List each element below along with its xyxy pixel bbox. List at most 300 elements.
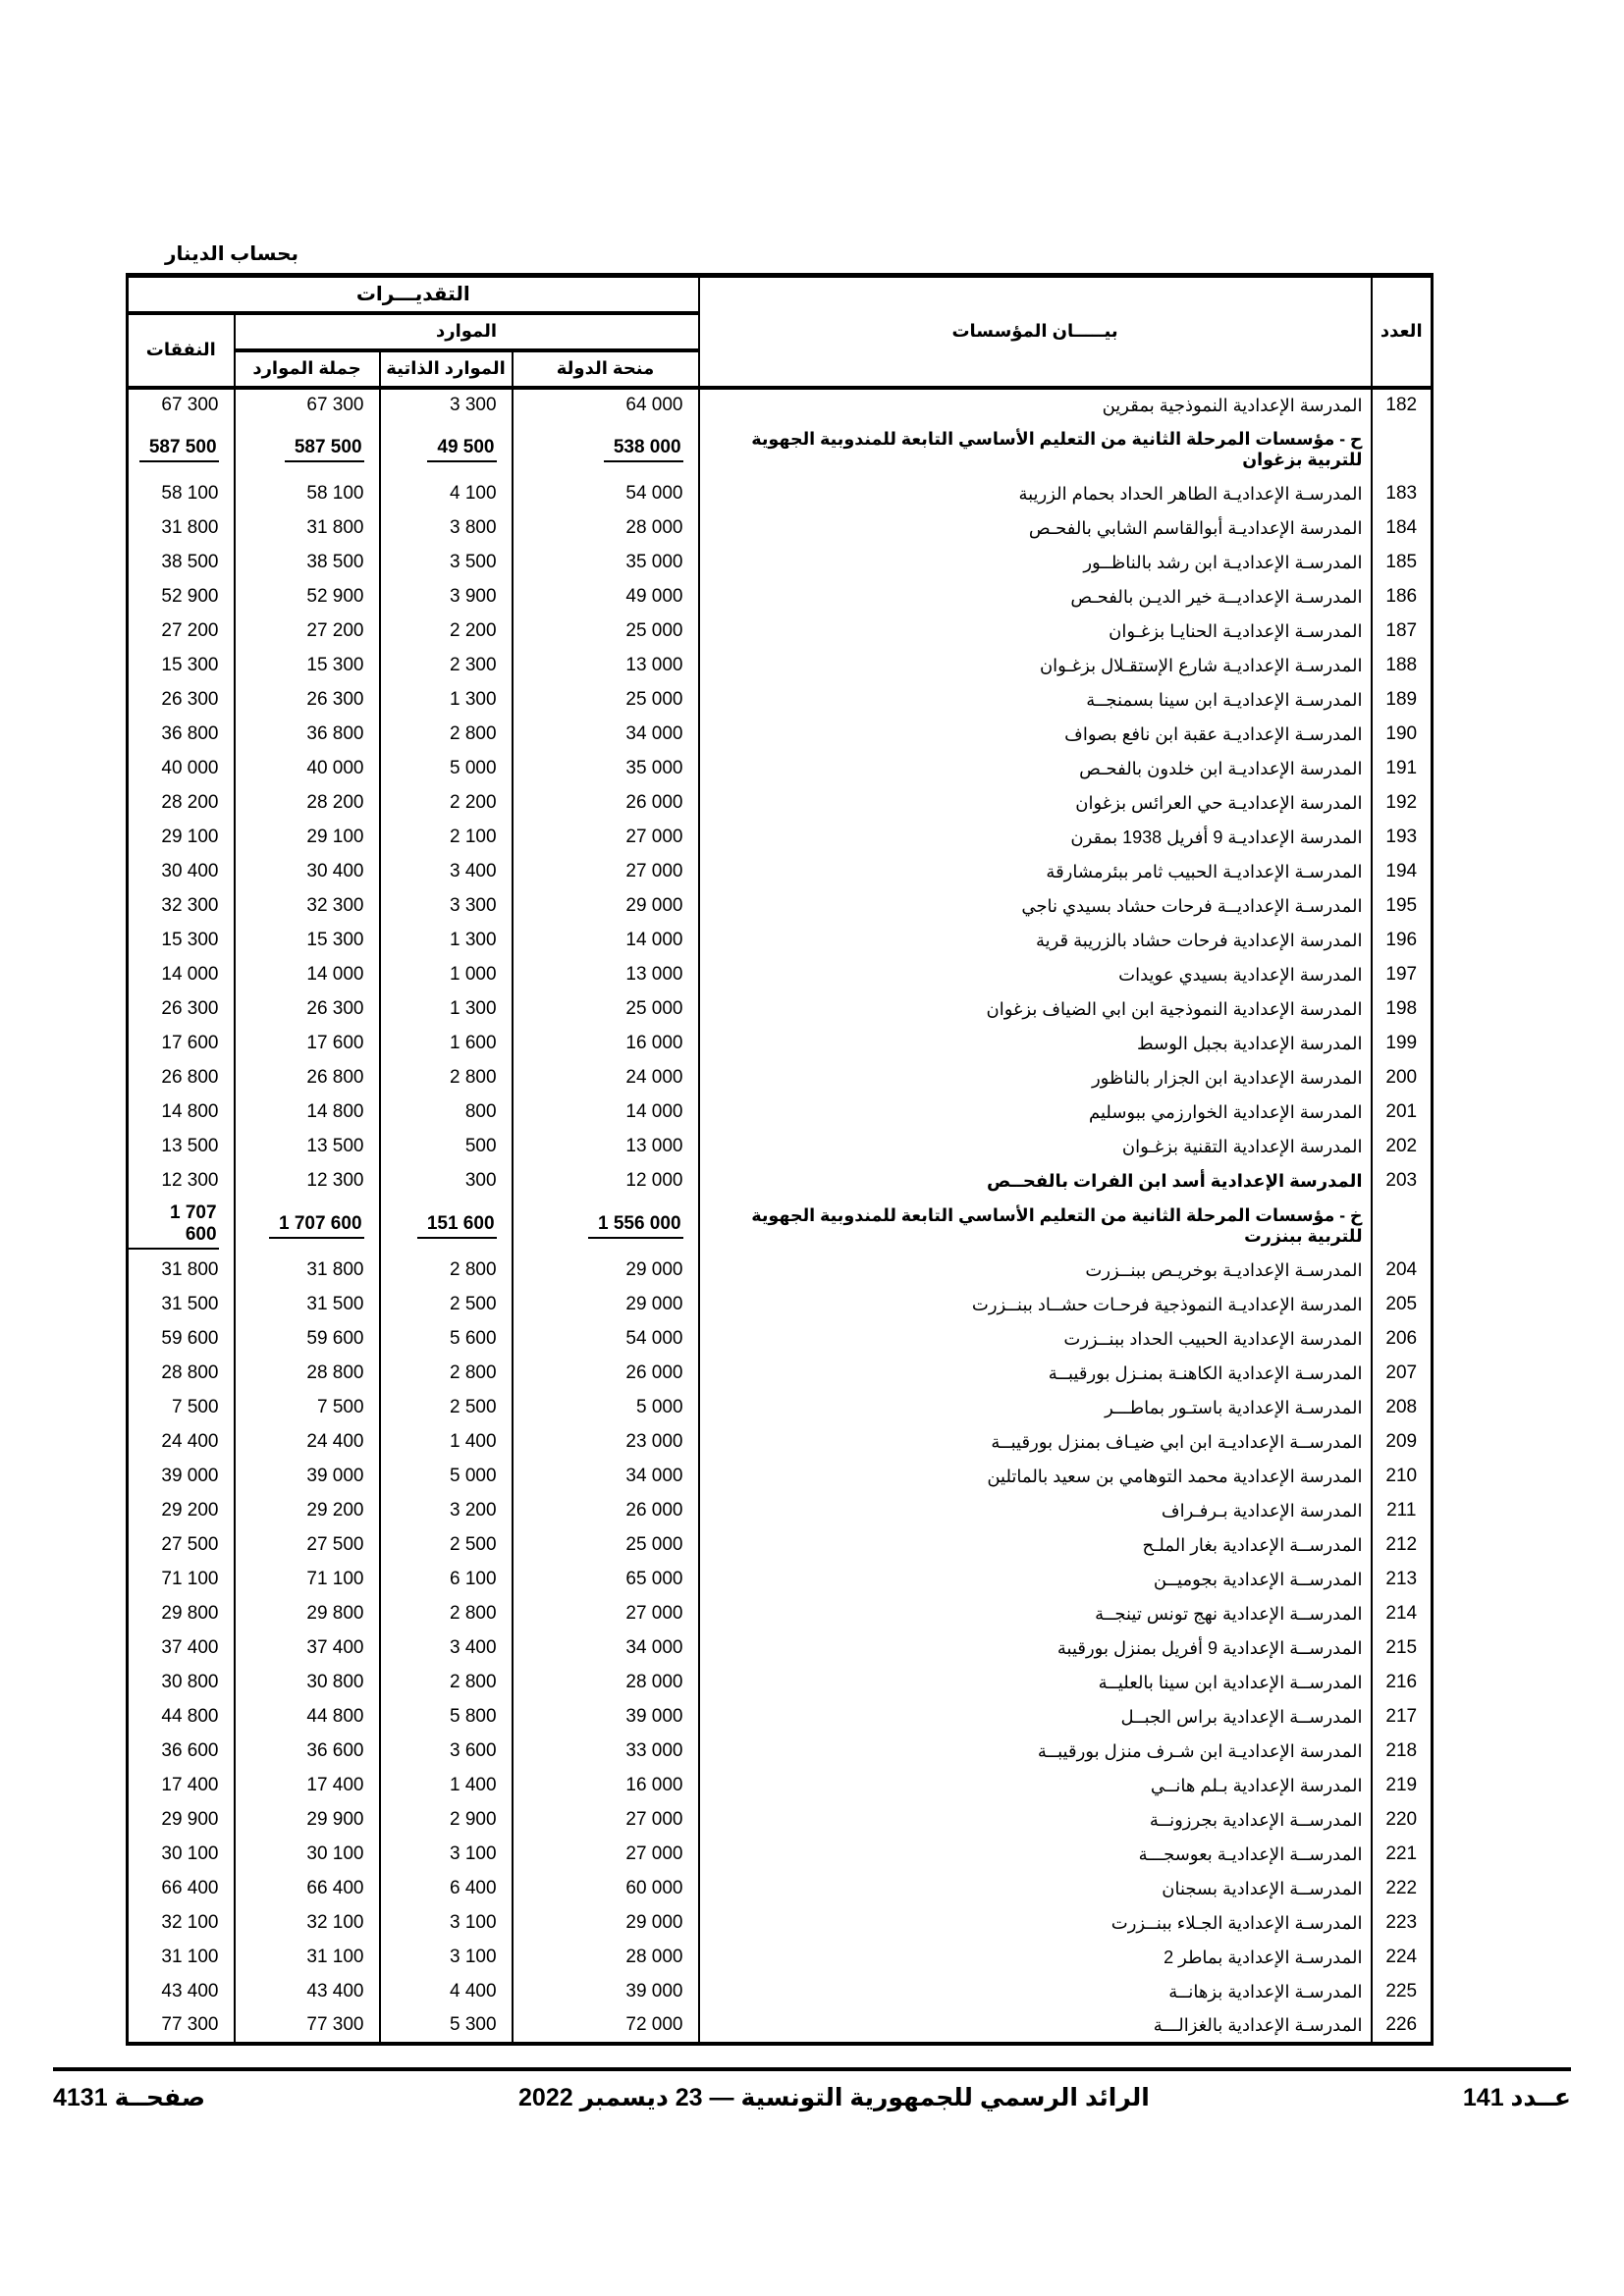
table-row [128,889,1433,924]
expenses-value: 40 000 [128,752,235,786]
currency-note: بحساب الدينار [165,243,299,265]
total-resources-value: 13 500 [235,1130,380,1164]
expenses-value: 29 800 [128,1597,235,1631]
expenses-value: 31 100 [128,1941,235,1975]
expenses-value: 52 900 [128,580,235,614]
total-resources-value: 7 500 [235,1391,380,1425]
total-resources-value: 12 300 [235,1164,380,1199]
own-resources-value: 1 600 [380,1027,513,1061]
table-row [128,1975,1433,2009]
section-total: 1 707 600 [269,1213,364,1239]
expenses-value: 12 300 [128,1164,235,1199]
total-resources-value: 28 800 [235,1357,380,1391]
row-number: 205 [1372,1288,1433,1322]
institution-name: المدرسة الإعدادية بـلم هانــي [699,1769,1372,1803]
institution-name: المدرسـة الإعداديــة فرحات حشاد بسيدي ناجي [699,889,1372,924]
table-row [128,2009,1433,2044]
own-resources-value: 500 [380,1130,513,1164]
total-resources-value: 27 500 [235,1528,380,1563]
institution-name: المدرسة الإعدادية النموذجية بمقرين [699,388,1372,422]
section-total: 49 500 [427,437,496,462]
expenses-value: 43 400 [128,1975,235,2009]
own-resources-value: 2 800 [380,1061,513,1095]
table-row [128,388,1433,422]
row-number: 184 [1372,511,1433,546]
state-grant-value: 29 000 [513,889,699,924]
table-row [128,924,1433,958]
institution-name: المدرسة الإعدادية التقنية بزغـوان [699,1130,1372,1164]
row-number: 191 [1372,752,1433,786]
expenses-value: 30 400 [128,855,235,889]
state-grant-value: 64 000 [513,388,699,422]
institution-name: المدرسة الإعدادية بجبل الوسط [699,1027,1372,1061]
table-row [128,614,1433,649]
total-resources-value: 17 400 [235,1769,380,1803]
total-resources-value: 32 300 [235,889,380,924]
total-resources-value: 29 200 [235,1494,380,1528]
section-row [128,1199,1433,1254]
total-resources-value: 38 500 [235,546,380,580]
footer-page-number: صفحــة 4131 [53,2084,205,2111]
table-row [128,1130,1433,1164]
own-resources-value: 800 [380,1095,513,1130]
row-number: 223 [1372,1906,1433,1941]
institution-name: المدرسة الإعداديـة أبوالقاسم الشابي بالفحـص [699,511,1372,546]
own-resources-value: 2 800 [380,1597,513,1631]
state-grant-value: 14 000 [513,924,699,958]
table-row [128,1061,1433,1095]
expenses-value: 26 800 [128,1061,235,1095]
institution-name: المدرسة الإعداديـة ابن شـرف منزل بورقيبــة [699,1735,1372,1769]
row-number: 224 [1372,1941,1433,1975]
own-resources-value: 3 300 [380,388,513,422]
total-resources-value: 24 400 [235,1425,380,1460]
state-grant-value: 27 000 [513,855,699,889]
table-row [128,752,1433,786]
table-row [128,511,1433,546]
table-row [128,477,1433,511]
own-resources-value: 2 500 [380,1528,513,1563]
state-grant-value: 24 000 [513,1061,699,1095]
column-header-number: العدد [1372,276,1433,388]
expenses-value: 31 500 [128,1288,235,1322]
table-row [128,1164,1433,1199]
expenses-value: 30 800 [128,1666,235,1700]
institution-name: المدرسـة الإعداديـة ابن سينا بسمنجــة [699,683,1372,718]
table-row [128,821,1433,855]
total-resources-value: 30 100 [235,1838,380,1872]
section-total: 151 600 [417,1213,497,1239]
state-grant-value: 33 000 [513,1735,699,1769]
total-resources-value: 59 600 [235,1322,380,1357]
row-number: 204 [1372,1254,1433,1288]
table-row [128,546,1433,580]
state-grant-value: 26 000 [513,1494,699,1528]
total-resources-value: 37 400 [235,1631,380,1666]
total-resources-value: 66 400 [235,1872,380,1906]
institution-name: المدرسة الإعدادية الخوارزمي ببوسليم [699,1095,1372,1130]
table-row [128,1288,1433,1322]
institution-name: خ - مؤسسات المرحلة الثانية من التعليم الأساسي التابعة للمندوبية الجهوية للتربية ببنزرت [699,1199,1372,1254]
institution-name: المدرســة الإعدادية 9 أفريل بمنزل بورقيبة [699,1631,1372,1666]
expenses-value: 15 300 [128,649,235,683]
state-grant-value: 14 000 [513,1095,699,1130]
section-total: 538 000 [604,437,683,462]
total-resources-value: 26 800 [235,1061,380,1095]
row-number: 216 [1372,1666,1433,1700]
expenses-value: 44 800 [128,1700,235,1735]
own-resources-value: 2 500 [380,1391,513,1425]
total-resources-value: 36 600 [235,1735,380,1769]
total-resources-value: 29 100 [235,821,380,855]
total-resources-value: 77 300 [235,2009,380,2044]
state-grant-value: 5 000 [513,1391,699,1425]
institution-name: المدرسة الإعدادية النموذجية ابن ابي الضياف بزغوان [699,992,1372,1027]
institution-name: المدرسـة الإعداديــة خير الديـن بالفحـص [699,580,1372,614]
row-number [1372,1199,1433,1254]
institution-name: المدرســة الإعدادية نهج تونس تينجــة [699,1597,1372,1631]
table-row [128,958,1433,992]
state-grant-value: 26 000 [513,786,699,821]
expenses-value: 24 400 [128,1425,235,1460]
section-total: 587 500 [285,437,364,462]
state-grant-value [513,1199,699,1254]
state-grant-value: 13 000 [513,1130,699,1164]
table-row [128,1254,1433,1288]
own-resources-value: 3 400 [380,1631,513,1666]
table-row [128,1027,1433,1061]
state-grant-value: 29 000 [513,1288,699,1322]
table-body [128,388,1433,2044]
own-resources-value: 4 400 [380,1975,513,2009]
institution-name: المدرسة الإعدادية الحبيب الحداد ببنــزرت [699,1322,1372,1357]
column-header-resources: الموارد [235,313,699,350]
own-resources-value: 3 200 [380,1494,513,1528]
institution-name: المدرســة الإعدادية براس الجبــل [699,1700,1372,1735]
total-resources-value: 26 300 [235,992,380,1027]
expenses-value: 30 100 [128,1838,235,1872]
state-grant-value: 28 000 [513,1941,699,1975]
expenses-value: 67 300 [128,388,235,422]
row-number: 195 [1372,889,1433,924]
state-grant-value: 27 000 [513,1597,699,1631]
own-resources-value: 1 300 [380,924,513,958]
state-grant-value: 34 000 [513,1631,699,1666]
institution-name: المدرسـة الإعدادية الجـلاء ببنــزرت [699,1906,1372,1941]
expenses-value: 29 200 [128,1494,235,1528]
state-grant-value: 27 000 [513,1803,699,1838]
row-number: 185 [1372,546,1433,580]
total-resources-value: 28 200 [235,786,380,821]
own-resources-value: 5 600 [380,1322,513,1357]
expenses-value: 13 500 [128,1130,235,1164]
expenses-value [128,422,235,477]
expenses-value: 14 000 [128,958,235,992]
own-resources-value: 3 800 [380,511,513,546]
institution-name: المدرسـة الإعداديـة شارع الإستقـلال بزغـوان [699,649,1372,683]
total-resources-value: 14 000 [235,958,380,992]
own-resources-value: 1 000 [380,958,513,992]
row-number: 190 [1372,718,1433,752]
expenses-value: 27 500 [128,1528,235,1563]
own-resources-value: 2 800 [380,718,513,752]
row-number: 222 [1372,1872,1433,1906]
institution-name: المدرسـة الإعداديـة الطاهر الحداد بحمام الزريبة [699,477,1372,511]
state-grant-value: 16 000 [513,1027,699,1061]
state-grant-value: 54 000 [513,1322,699,1357]
total-resources-value: 67 300 [235,388,380,422]
state-grant-value: 39 000 [513,1700,699,1735]
row-number: 211 [1372,1494,1433,1528]
row-number: 183 [1372,477,1433,511]
institution-name: المدرســة الإعدادية بجرزونــة [699,1803,1372,1838]
total-resources-value: 27 200 [235,614,380,649]
institution-name: ح - مؤسسات المرحلة الثانية من التعليم الأساسي التابعة للمندوبية الجهوية للتربية بزغوان [699,422,1372,477]
own-resources-value [380,422,513,477]
expenses-value: 31 800 [128,511,235,546]
own-resources-value: 3 600 [380,1735,513,1769]
row-number: 220 [1372,1803,1433,1838]
row-number: 194 [1372,855,1433,889]
own-resources-value [380,1199,513,1254]
total-resources-value: 58 100 [235,477,380,511]
own-resources-value: 6 400 [380,1872,513,1906]
state-grant-value: 60 000 [513,1872,699,1906]
institution-name: المدرسـة الإعداديـة ابن رشد بالناظــور [699,546,1372,580]
total-resources-value: 15 300 [235,649,380,683]
expenses-value: 58 100 [128,477,235,511]
own-resources-value: 3 100 [380,1906,513,1941]
expenses-value: 28 200 [128,786,235,821]
state-grant-value: 25 000 [513,683,699,718]
table-row [128,1494,1433,1528]
row-number: 225 [1372,1975,1433,2009]
table-row [128,1460,1433,1494]
expenses-value: 71 100 [128,1563,235,1597]
table-row [128,1769,1433,1803]
own-resources-value: 3 500 [380,546,513,580]
column-header-estimates: التقديـــرات [128,276,699,313]
table-row [128,1666,1433,1700]
state-grant-value: 16 000 [513,1769,699,1803]
state-grant-value: 23 000 [513,1425,699,1460]
expenses-value: 14 800 [128,1095,235,1130]
own-resources-value: 2 100 [380,821,513,855]
own-resources-value: 4 100 [380,477,513,511]
expenses-value: 77 300 [128,2009,235,2044]
row-number: 197 [1372,958,1433,992]
institution-name: المدرسة الإعداديـة ابن خلدون بالفحـص [699,752,1372,786]
own-resources-value: 1 300 [380,992,513,1027]
own-resources-value: 300 [380,1164,513,1199]
row-number: 202 [1372,1130,1433,1164]
institution-name: المدرسة الإعدادية محمد التوهامي بن سعيد بالماتلين [699,1460,1372,1494]
institution-name: المدرسـة الإعدادية بزهانــة [699,1975,1372,2009]
institution-name: المدرسـة الإعداديـة الحنايـا بزغـوان [699,614,1372,649]
row-number: 189 [1372,683,1433,718]
own-resources-value: 2 800 [380,1666,513,1700]
state-grant-value: 13 000 [513,958,699,992]
institution-name: المدرسة الإعداديـة النموذجية فرحـات حشــاد ببنــزرت [699,1288,1372,1322]
footer-journal-title: الرائد الرسمي للجمهورية التونسية — 23 ديسمبر 2022 [518,2084,1150,2111]
row-number: 193 [1372,821,1433,855]
expenses-value: 39 000 [128,1460,235,1494]
row-number: 217 [1372,1700,1433,1735]
state-grant-value: 72 000 [513,2009,699,2044]
total-resources-value: 31 800 [235,1254,380,1288]
table-row [128,1735,1433,1769]
expenses-value: 15 300 [128,924,235,958]
column-header-total-resources: جملة الموارد [235,350,380,388]
expenses-value: 37 400 [128,1631,235,1666]
institution-name: المدرسـة الإعداديـة الحبيب ثامر ببئرمشارقة [699,855,1372,889]
table-row [128,1872,1433,1906]
state-grant-value: 13 000 [513,649,699,683]
expenses-value: 32 300 [128,889,235,924]
table-row [128,1563,1433,1597]
state-grant-value: 25 000 [513,614,699,649]
table-row [128,1095,1433,1130]
total-resources-value: 14 800 [235,1095,380,1130]
page-footer [53,2083,1571,2112]
own-resources-value: 2 900 [380,1803,513,1838]
institution-name: المدرســة الإعدادية بسجنان [699,1872,1372,1906]
table-header [128,276,1433,388]
total-resources-value: 31 800 [235,511,380,546]
row-number: 188 [1372,649,1433,683]
institution-name: المدرســة الإعداديـة بعوسجـــة [699,1838,1372,1872]
institution-name: المدرسة الإعدادية أسد ابن الفرات بالفحــص [699,1164,1372,1199]
table-row [128,992,1433,1027]
table-row [128,1528,1433,1563]
table-row [128,580,1433,614]
row-number: 201 [1372,1095,1433,1130]
row-number: 226 [1372,2009,1433,2044]
table-row [128,718,1433,752]
expenses-value: 59 600 [128,1322,235,1357]
row-number: 203 [1372,1164,1433,1199]
total-resources-value: 39 000 [235,1460,380,1494]
footer-issue-number: عــدد 141 [1462,2084,1571,2111]
state-grant-value: 49 000 [513,580,699,614]
expenses-value: 36 600 [128,1735,235,1769]
table-row [128,1322,1433,1357]
table-row [128,855,1433,889]
budget-table [126,273,1434,2046]
expenses-value: 7 500 [128,1391,235,1425]
state-grant-value: 27 000 [513,821,699,855]
table-row [128,1941,1433,1975]
row-number: 213 [1372,1563,1433,1597]
table-row [128,1357,1433,1391]
state-grant-value [513,422,699,477]
own-resources-value: 3 900 [380,580,513,614]
own-resources-value: 3 100 [380,1838,513,1872]
row-number: 209 [1372,1425,1433,1460]
own-resources-value: 6 100 [380,1563,513,1597]
table-row [128,1838,1433,1872]
own-resources-value: 1 400 [380,1769,513,1803]
institution-name: المدرسـة الإعدادية باستـور بماطـــر [699,1391,1372,1425]
section-total: 1 707 600 [129,1202,219,1250]
state-grant-value: 29 000 [513,1254,699,1288]
total-resources-value: 17 600 [235,1027,380,1061]
state-grant-value: 39 000 [513,1975,699,2009]
table-row [128,1391,1433,1425]
institution-name: المدرسة الإعدادية بـرفـراف [699,1494,1372,1528]
expenses-value: 28 800 [128,1357,235,1391]
row-number: 198 [1372,992,1433,1027]
table-row [128,683,1433,718]
institution-name: المدرسة الإعدادية ابن الجزار بالناظور [699,1061,1372,1095]
own-resources-value: 1 400 [380,1425,513,1460]
total-resources-value: 15 300 [235,924,380,958]
state-grant-value: 12 000 [513,1164,699,1199]
column-header-own-resources: الموارد الذاتية [380,350,513,388]
state-grant-value: 35 000 [513,546,699,580]
own-resources-value: 2 200 [380,786,513,821]
own-resources-value: 5 300 [380,2009,513,2044]
total-resources-value: 32 100 [235,1906,380,1941]
state-grant-value: 35 000 [513,752,699,786]
own-resources-value: 2 200 [380,614,513,649]
row-number: 187 [1372,614,1433,649]
institution-name: المدرســة الإعدادية بغار الملـح [699,1528,1372,1563]
column-header-expenses: النفقات [128,313,235,388]
row-number: 215 [1372,1631,1433,1666]
state-grant-value: 34 000 [513,1460,699,1494]
state-grant-value: 25 000 [513,992,699,1027]
expenses-value: 36 800 [128,718,235,752]
own-resources-value: 3 300 [380,889,513,924]
total-resources-value: 30 400 [235,855,380,889]
table-row [128,1803,1433,1838]
column-header-institutions: بيـــــان المؤسسات [699,276,1372,388]
total-resources-value: 44 800 [235,1700,380,1735]
own-resources-value: 2 500 [380,1288,513,1322]
row-number: 199 [1372,1027,1433,1061]
footer-rule [53,2067,1571,2071]
state-grant-value: 54 000 [513,477,699,511]
table-row [128,1906,1433,1941]
state-grant-value: 27 000 [513,1838,699,1872]
total-resources-value: 52 900 [235,580,380,614]
table-row [128,1597,1433,1631]
column-header-state-grant: منحة الدولة [513,350,699,388]
own-resources-value: 5 000 [380,1460,513,1494]
expenses-value: 38 500 [128,546,235,580]
state-grant-value: 28 000 [513,511,699,546]
state-grant-value: 34 000 [513,718,699,752]
institution-name: المدرسـة الإعدادية بماطر 2 [699,1941,1372,1975]
expenses-value: 27 200 [128,614,235,649]
institution-name: المدرسة الإعداديـة حي العرائس بزغوان [699,786,1372,821]
expenses-value: 31 800 [128,1254,235,1288]
institution-name: المدرســة الإعدادية بجوميــن [699,1563,1372,1597]
own-resources-value: 3 100 [380,1941,513,1975]
own-resources-value: 3 400 [380,855,513,889]
own-resources-value: 1 300 [380,683,513,718]
row-number: 182 [1372,388,1433,422]
section-row [128,422,1433,477]
state-grant-value: 25 000 [513,1528,699,1563]
table-row [128,649,1433,683]
total-resources-value: 29 800 [235,1597,380,1631]
own-resources-value: 5 000 [380,752,513,786]
total-resources-value: 26 300 [235,683,380,718]
institution-name: المدرسـة الإعدادية الكاهنـة بمنـزل بورقيبــة [699,1357,1372,1391]
total-resources-value: 71 100 [235,1563,380,1597]
